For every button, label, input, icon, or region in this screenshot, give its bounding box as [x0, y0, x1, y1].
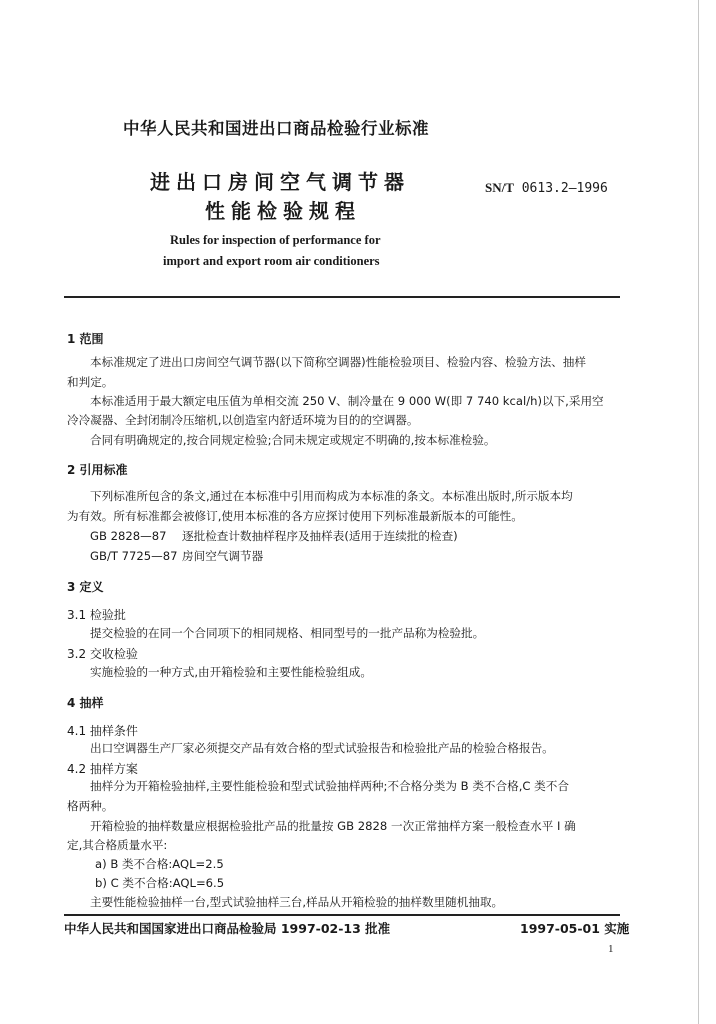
- standard-organization: 中华人民共和国进出口商品检验行业标准: [123, 119, 429, 138]
- paragraph-line: 主要性能检验抽样一台,型式试验抽样三台,样品从开箱检验的抽样数里随机抽取。: [90, 895, 504, 909]
- section-3-heading: 3 定义: [67, 580, 104, 594]
- subsection-3-1-heading: 3.1 检验批: [67, 608, 126, 622]
- header-divider: [64, 296, 620, 298]
- paragraph-line: 出口空调器生产厂家必须提交产品有效合格的型式试验报告和检验批产品的检验合格报告。: [90, 741, 554, 755]
- subsection-3-2-heading: 3.2 交收检验: [67, 647, 138, 661]
- paragraph-line: 开箱检验的抽样数量应根据检验批产品的批量按 GB 2828 一次正常抽样方案一般检查水平 I 确: [90, 819, 576, 833]
- list-item: a) B 类不合格:AQL=2.5: [95, 857, 224, 871]
- scan-edge-line: [698, 0, 699, 1024]
- paragraph-line: 下列标准所包含的条文,通过在本标准中引用而构成为本标准的条文。本标准出版时,所示版本均: [90, 489, 573, 503]
- paragraph-line: 抽样分为开箱检验抽样,主要性能检验和型式试验抽样两种;不合格分类为 B 类不合格,C 类不合: [90, 779, 569, 793]
- standard-prefix: SN/T: [485, 180, 514, 195]
- reference-title: 房间空气调节器: [182, 549, 264, 563]
- paragraph-line: 实施检验的一种方式,由开箱检验和主要性能检验组成。: [90, 665, 372, 679]
- implementation-date: 1997-05-01 实施: [520, 921, 630, 936]
- paragraph-line: 和判定。: [67, 375, 114, 389]
- english-title-line1: Rules for inspection of performance for: [170, 233, 381, 247]
- standard-code: 0613.2—1996: [513, 181, 608, 196]
- section-2-heading: 2 引用标准: [67, 463, 128, 477]
- paragraph-line: 提交检验的在同一个合同项下的相同规格、相同型号的一批产品称为检验批。: [90, 626, 485, 640]
- paragraph-line: 冷冷凝器、全封闭制冷压缩机,以创造室内舒适环境为目的的空调器。: [67, 413, 419, 427]
- paragraph-line: 为有效。所有标准都会被修订,使用本标准的各方应探讨使用下列标准最新版本的可能性。: [67, 509, 523, 523]
- paragraph-line: 格两种。: [67, 799, 114, 813]
- paragraph-line: 合同有明确规定的,按合同规定检验;合同未规定或规定不明确的,按本标准检验。: [90, 433, 496, 447]
- subsection-4-2-heading: 4.2 抽样方案: [67, 762, 138, 776]
- footer-divider: [64, 914, 620, 916]
- paragraph-line: 本标准适用于最大额定电压值为单相交流 250 V、制冷量在 9 000 W(即 7 740 kcal/h)以下,采用空: [90, 394, 604, 408]
- list-item: b) C 类不合格:AQL=6.5: [95, 876, 225, 890]
- section-4-heading: 4 抽样: [67, 696, 104, 710]
- reference-item: [90, 528, 458, 544]
- paragraph-line: 本标准规定了进出口房间空气调节器(以下简称空调器)性能检验项目、检验内容、检验方法、抽样: [90, 355, 586, 369]
- reference-item: [90, 548, 263, 564]
- paragraph-line: 定,其合格质量水平:: [67, 838, 168, 852]
- subsection-4-1-heading: 4.1 抽样条件: [67, 724, 138, 738]
- reference-code: GB 2828—87: [90, 529, 167, 543]
- standard-number: [485, 180, 608, 196]
- document-title-line1: 进出口房间空气调节器: [150, 170, 410, 194]
- page-number: 1: [608, 943, 614, 955]
- reference-title: 逐批检查计数抽样程序及抽样表(适用于连续批的检查): [182, 529, 458, 543]
- reference-code: GB/T 7725—87: [90, 549, 178, 563]
- section-1-heading: 1 范围: [67, 332, 104, 346]
- document-title-line2: 性能检验规程: [205, 199, 361, 223]
- approval-statement: 中华人民共和国国家进出口商品检验局 1997-02-13 批准: [64, 921, 391, 936]
- english-title-line2: import and export room air conditioners: [163, 254, 380, 268]
